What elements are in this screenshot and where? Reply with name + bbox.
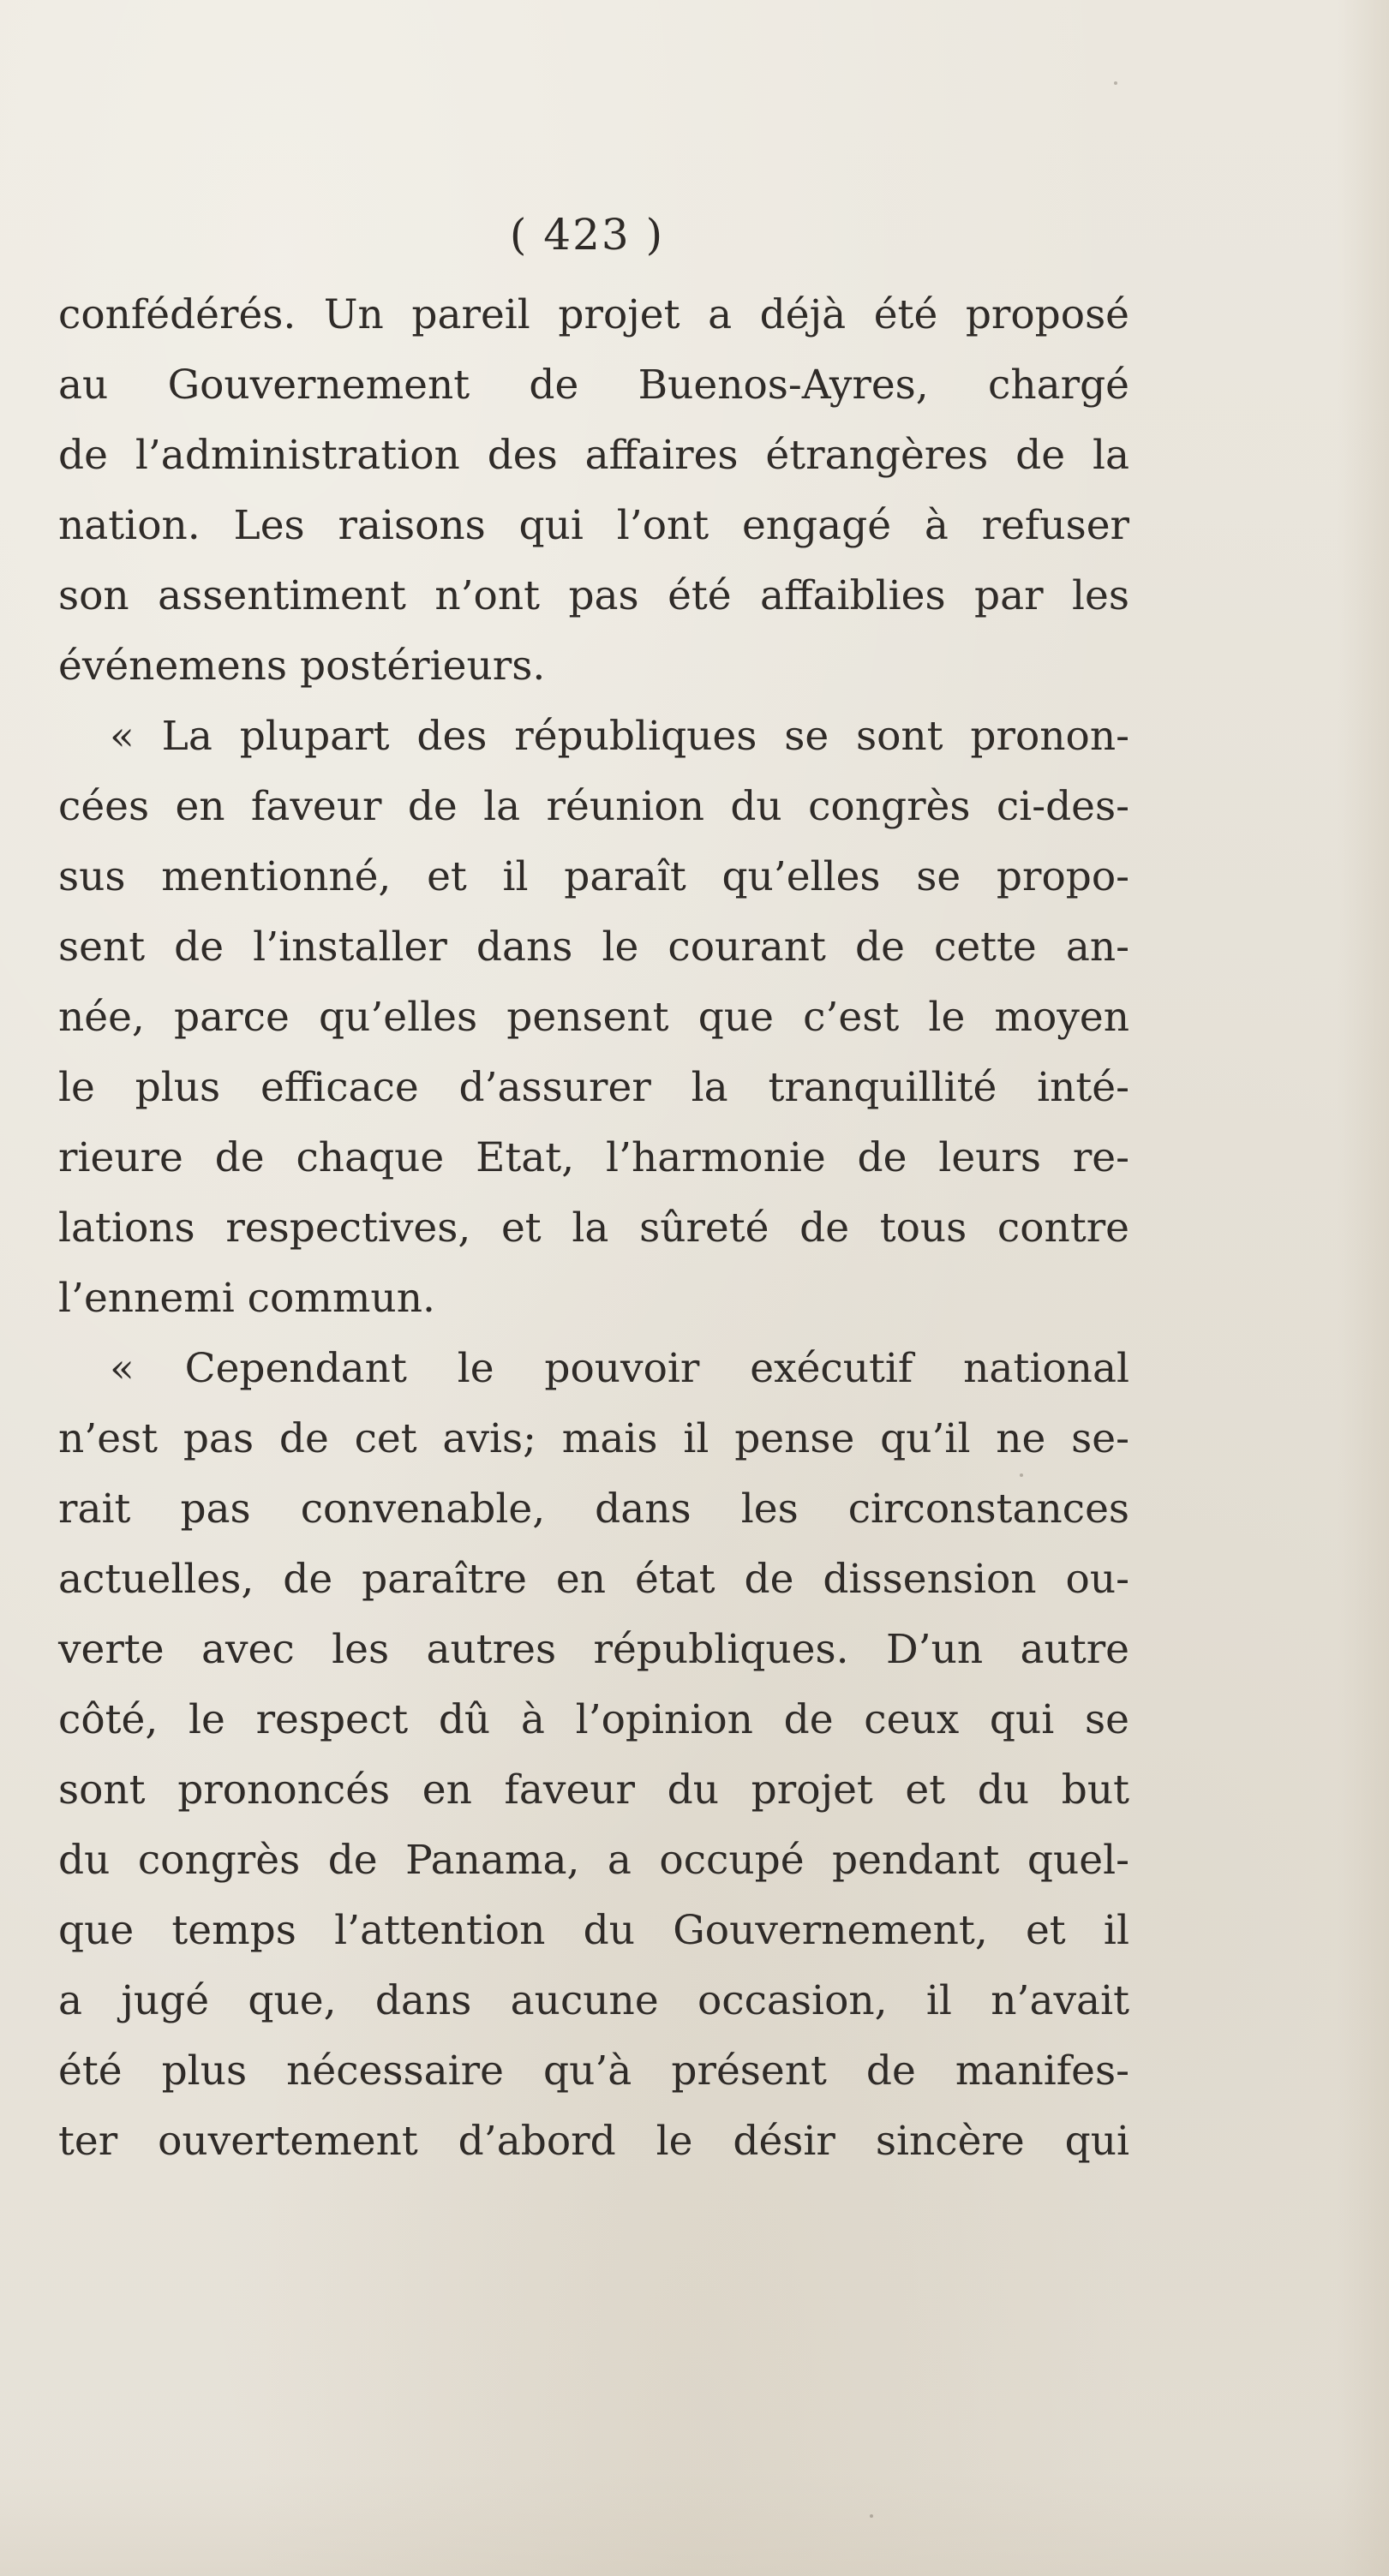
- text-line: sont prononcés en faveur du projet et du but: [58, 1766, 1129, 1814]
- text-line: été plus nécessaire qu’à présent de manifes-: [58, 2047, 1129, 2095]
- text-line: au Gouvernement de Buenos-Ayres, chargé: [58, 362, 1129, 409]
- page-bottom-shading: [0, 2473, 1389, 2576]
- text-line: sus mentionné, et il paraît qu’elles se propo-: [58, 853, 1129, 900]
- text-line: son assentiment n’ont pas été affaiblies par les: [58, 572, 1129, 619]
- text-line: de l’administration des affaires étrangères de la: [58, 432, 1129, 479]
- text-line: côté, le respect dû à l’opinion de ceux qui se: [58, 1696, 1129, 1743]
- page-number: ( 423 ): [509, 210, 665, 260]
- text-line: ter ouvertement d’abord le désir sincère qui: [58, 2118, 1129, 2165]
- paragraph-first-line: « Cependant le pouvoir exécutif national: [110, 1345, 1129, 1392]
- text-line: événemens postérieurs.: [58, 643, 546, 690]
- text-line: rait pas convenable, dans les circonstances: [58, 1485, 1129, 1533]
- text-line: rieure de chaque Etat, l’harmonie de leurs re-: [58, 1134, 1129, 1181]
- text-line: sent de l’installer dans le courant de cette an-: [58, 923, 1129, 971]
- text-line: du congrès de Panama, a occupé pendant quel-: [58, 1837, 1129, 1884]
- text-line: cées en faveur de la réunion du congrès ci-des-: [58, 783, 1129, 830]
- text-line: n’est pas de cet avis; mais il pense qu’il ne se-: [58, 1415, 1129, 1462]
- text-line: née, parce qu’elles pensent que c’est le moyen: [58, 994, 1129, 1041]
- text-line: le plus efficace d’assurer la tranquillité inté-: [58, 1064, 1129, 1111]
- text-line: verte avec les autres républiques. D’un autre: [58, 1626, 1129, 1673]
- text-line: a jugé que, dans aucune occasion, il n’avait: [58, 1977, 1129, 2024]
- page-edge-shading: [1338, 0, 1389, 2576]
- text-line: actuelles, de paraître en état de dissension ou-: [58, 1556, 1129, 1603]
- paper-speck: [1114, 81, 1117, 85]
- paper-speck: [870, 2514, 873, 2518]
- paper-speck: [1020, 1473, 1023, 1477]
- text-line: nation. Les raisons qui l’ont engagé à refuser: [58, 502, 1129, 549]
- text-line: lations respectives, et la sûreté de tous contre: [58, 1204, 1129, 1252]
- text-line: l’ennemi commun.: [58, 1275, 435, 1322]
- text-line: que temps l’attention du Gouvernement, et il: [58, 1907, 1129, 1954]
- paragraph-first-line: « La plupart des républiques se sont pronon-: [110, 713, 1129, 760]
- text-line: confédérés. Un pareil projet a déjà été proposé: [58, 291, 1129, 338]
